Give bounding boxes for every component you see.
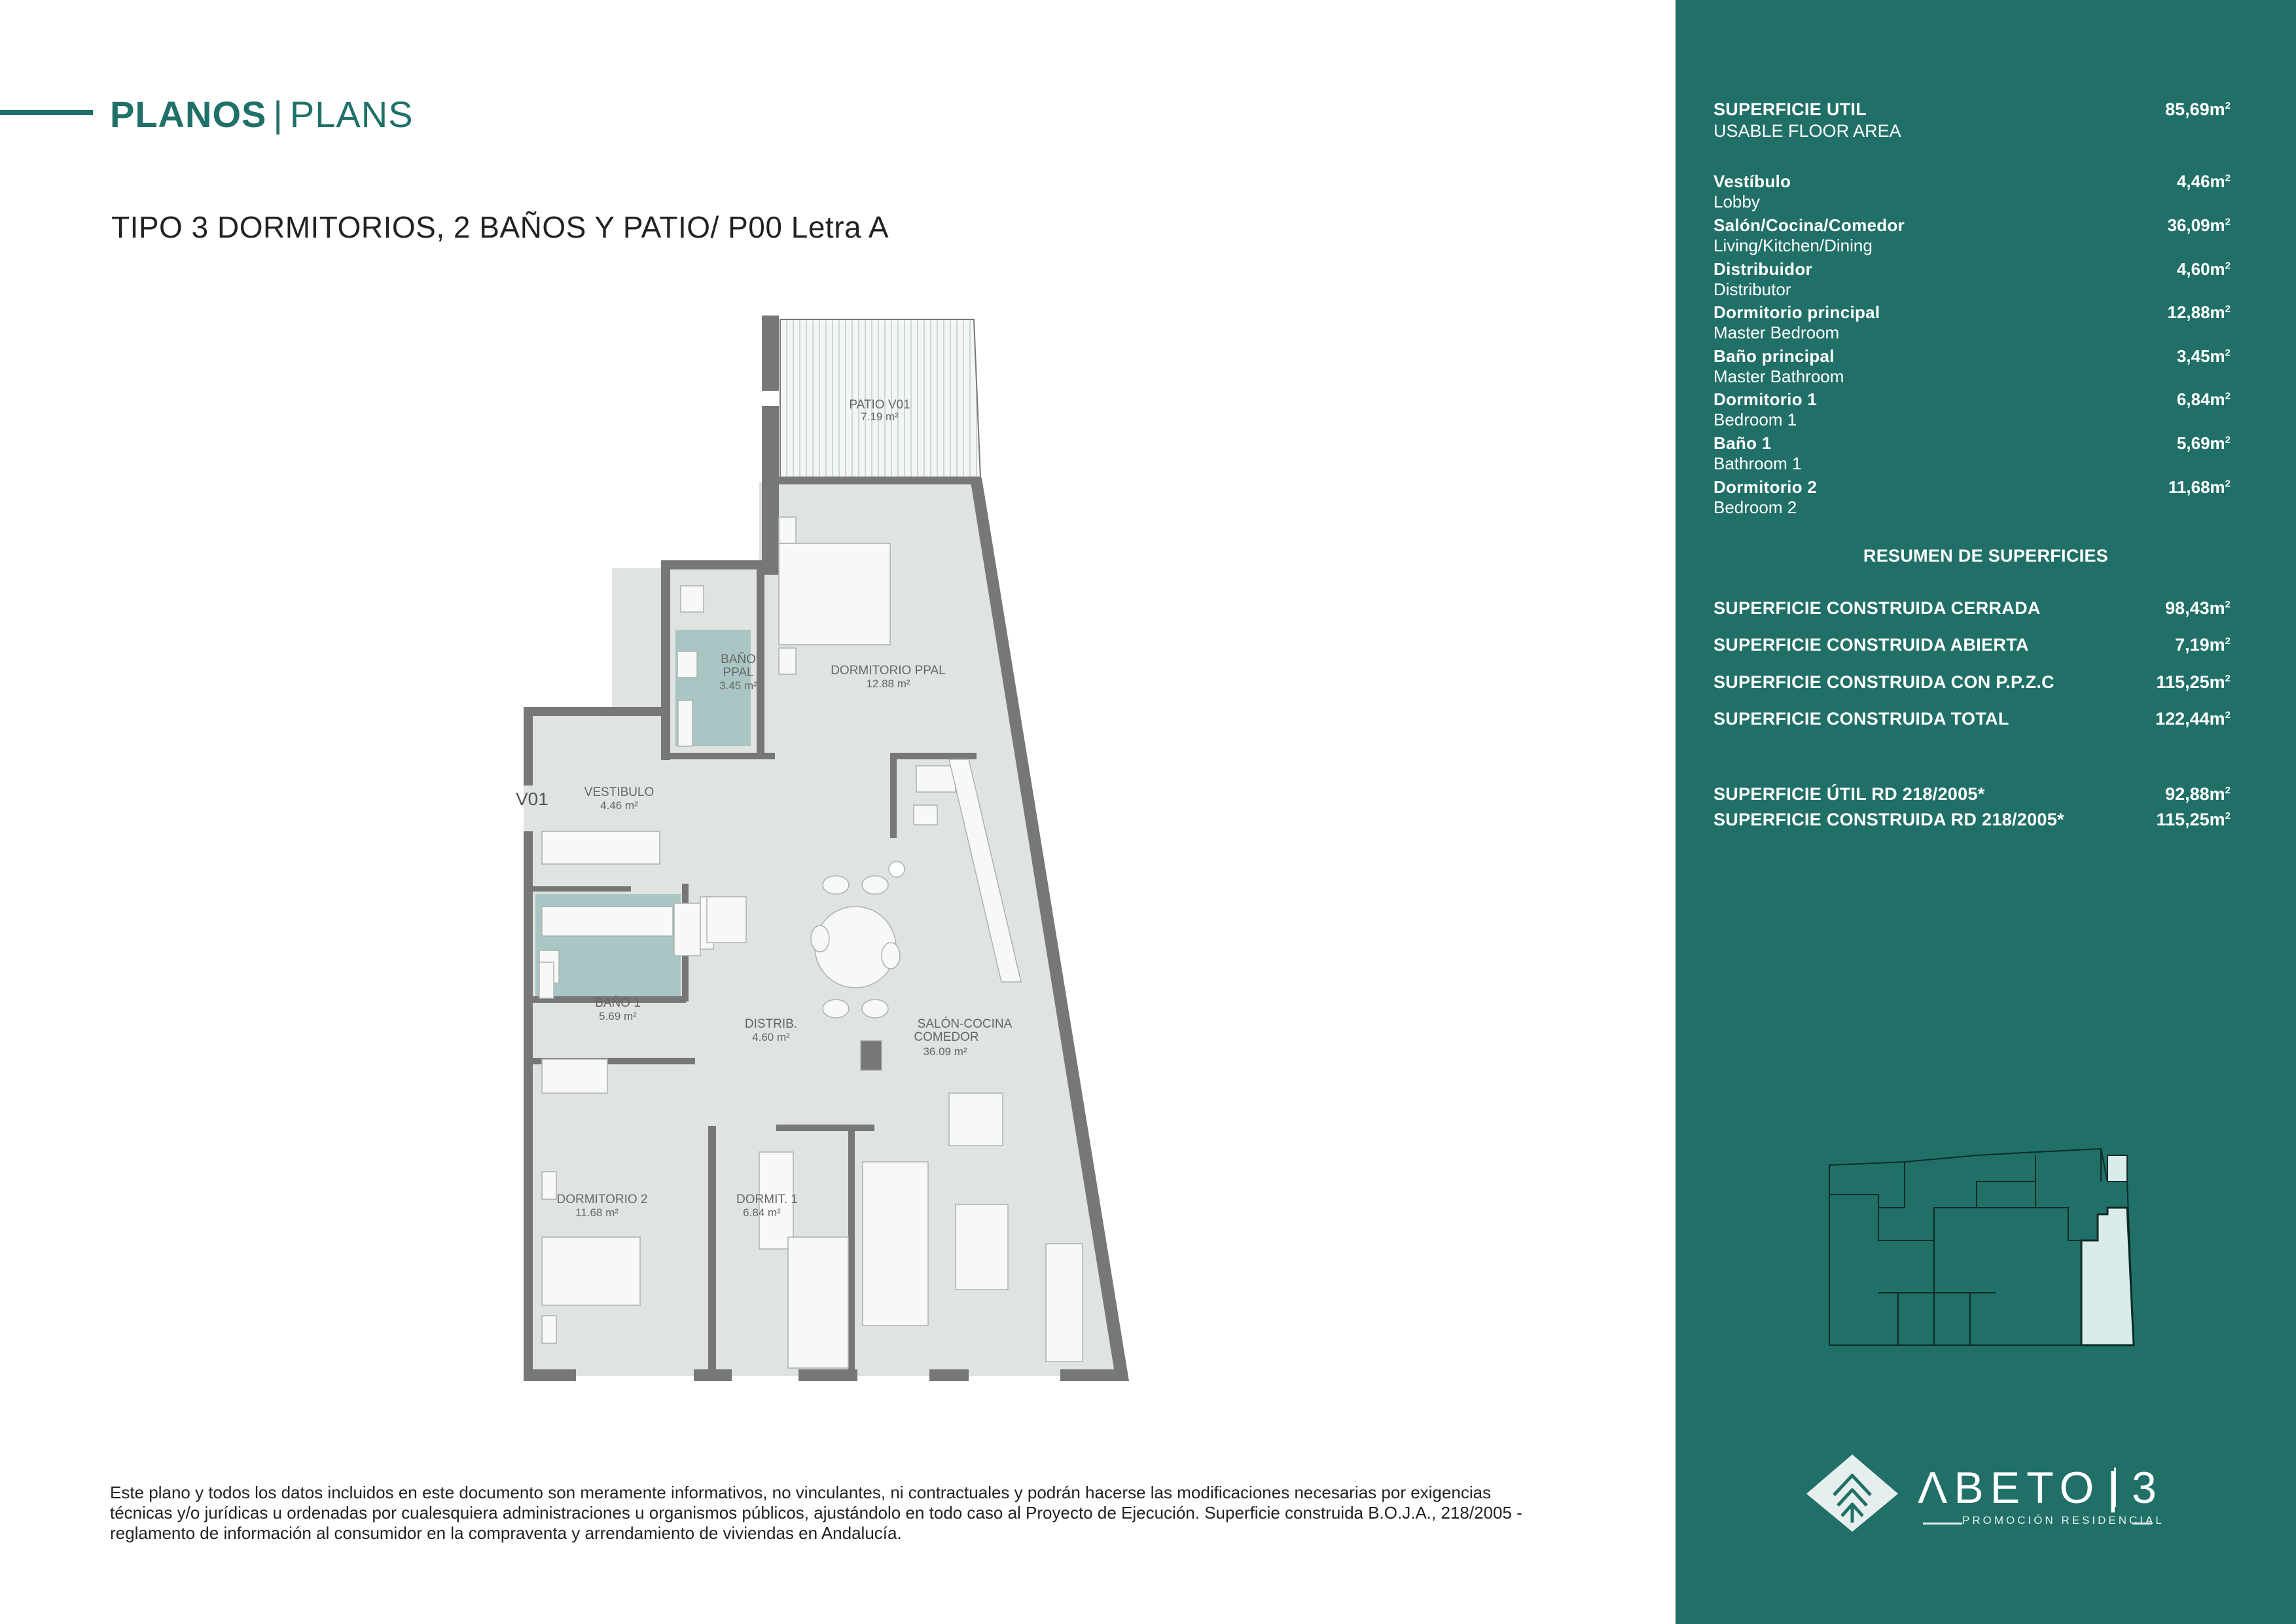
area-bano-ppal: 3.45 m² (719, 679, 757, 692)
room-area-value: $11,68m^2$ (2168, 477, 2231, 497)
room-name-es: Dormitorio 1 (1713, 389, 1818, 409)
summary-label: SUPERFICIE CONSTRUIDA CERRADA (1713, 598, 2041, 618)
entry-label: V01 (516, 789, 548, 809)
unit-type-subtitle: TIPO 3 DORMITORIOS, 2 BAÑOS Y PATIO/ P00 Letra A (111, 210, 889, 244)
rd-label: SUPERFICIE ÚTIL RD 218/2005* (1713, 784, 1985, 804)
area-dormit-1: 6.84 m² (743, 1206, 781, 1219)
area-bano-1: 5.69 m² (599, 1010, 637, 1022)
title-bold: PLANOS (110, 94, 267, 135)
room-area-value: $3,45m^2$ (2176, 346, 2231, 366)
rd-value: $92,88m^2$ (2165, 784, 2231, 804)
label-bano-ppal-1: BAÑO (721, 653, 756, 666)
room-area-value: $5,69m^2$ (2176, 433, 2231, 453)
area-distrib: 4.60 m² (752, 1031, 790, 1043)
rd-value: $115,25m^2$ (2156, 810, 2231, 829)
title-accent-bar (0, 110, 93, 115)
area-dormitorio-2: 11.68 m² (575, 1206, 619, 1219)
room-area-value: $4,60m^2$ (2176, 259, 2231, 279)
summary-value: $115,25m^2$ (2156, 672, 2231, 692)
room-name-en: Bedroom 1 (1713, 410, 1797, 429)
label-bano-ppal-2: PPAL (723, 666, 754, 679)
room-name-en: Lobby (1713, 192, 1760, 211)
label-dormit-1: DORMIT. 1 (736, 1193, 798, 1206)
label-salon-1: SALÓN-COCINA (917, 1017, 1013, 1031)
summary-label: SUPERFICIE CONSTRUIDA CON P.P.Z.C (1713, 672, 2054, 692)
tree-diamond-icon (1806, 1454, 1898, 1532)
label-distrib: DISTRIB. (744, 1017, 798, 1031)
logo-tagline: PROMOCIÓN RESIDENCIAL (1962, 1514, 2164, 1526)
area-vestibulo: 4.46 m² (600, 799, 638, 812)
room-name-es: Distribuidor (1713, 259, 1812, 279)
room-name-en: Master Bathroom (1713, 367, 1844, 386)
label-dormitorio-2: DORMITORIO 2 (556, 1193, 648, 1206)
area-patio: 7.19 m² (861, 410, 899, 423)
room-area-value: $4,46m^2$ (2176, 171, 2231, 191)
building-key-plan (1820, 1142, 2147, 1365)
title-light: PLANS (289, 94, 414, 135)
label-dormitorio-ppal: DORMITORIO PPAL (831, 664, 946, 677)
summary-label: SUPERFICIE CONSTRUIDA ABIERTA (1713, 635, 2029, 655)
room-name-es: Vestíbulo (1713, 171, 1791, 191)
room-name-es: Dormitorio 2 (1713, 477, 1818, 497)
room-name-en: Bathroom 1 (1713, 454, 1802, 473)
area-dormitorio-ppal: 12.88 m² (866, 677, 910, 690)
room-name-es: Baño principal (1713, 346, 1835, 366)
room-name-en: Bedroom 2 (1713, 497, 1797, 517)
room-name-en: Master Bedroom (1713, 323, 1840, 342)
page-title (110, 93, 414, 135)
label-vestibulo: VESTIBULO (584, 785, 655, 799)
room-area-value: $6,84m^2$ (2176, 389, 2231, 409)
summary-value: $122,44m^2$ (2155, 709, 2231, 729)
usable-area-value: $85,69m^2$ (2165, 99, 2231, 119)
usable-area-sublabel: USABLE FLOOR AREA (1713, 121, 1901, 141)
area-summary-panel (1676, 0, 2296, 1624)
usable-area-label: SUPERFICIE UTIL (1713, 99, 1867, 119)
logo-wordmark: ΛBETO | 3 (1918, 1463, 2163, 1513)
label-salon-2: COMEDOR (914, 1030, 979, 1044)
room-name-es: Baño 1 (1713, 433, 1772, 453)
summary-value: $7,19m^2$ (2175, 635, 2231, 655)
label-bano-1: BAÑO 1 (595, 996, 641, 1010)
summary-value: $98,43m^2$ (2165, 598, 2231, 618)
floor-plan (497, 308, 1152, 1394)
rd-label: SUPERFICIE CONSTRUIDA RD 218/2005* (1713, 810, 2064, 829)
room-name-es: Dormitorio principal (1713, 302, 1880, 322)
room-name-en: Living/Kitchen/Dining (1713, 236, 1873, 255)
room-area-value: $36,09m^2$ (2167, 215, 2231, 235)
room-area-value: $12,88m^2$ (2167, 302, 2231, 322)
room-name-en: Distributor (1713, 280, 1791, 299)
title-separator: | (273, 94, 283, 135)
legal-disclaimer: Este plano y todos los datos incluidos en este documento son meramente informativos, no vinculantes, ni contractuales y podrán hacerse las modificaciones necesarias por exigencias técnicas y/o jurídicas u ordenadas por cualesquiera administraciones u organismos públicos, ajustándolo en todo caso al Proyecto de Ejecución. Superficie construida B.O.J.A., 218/2005 - reglamento de información al consumidor en la compraventa y arrendamiento de viviendas en Andalucía. (110, 1483, 1522, 1543)
unit-highlight (2081, 1208, 2134, 1345)
label-patio: PATIO V01 (849, 398, 910, 412)
area-salon: 36.09 m² (923, 1045, 967, 1058)
summary-label: SUPERFICIE CONSTRUIDA TOTAL (1713, 709, 2009, 729)
summary-title: RESUMEN DE SUPERFICIES (1863, 546, 2109, 566)
room-name-es: Salón/Cocina/Comedor (1713, 215, 1905, 235)
